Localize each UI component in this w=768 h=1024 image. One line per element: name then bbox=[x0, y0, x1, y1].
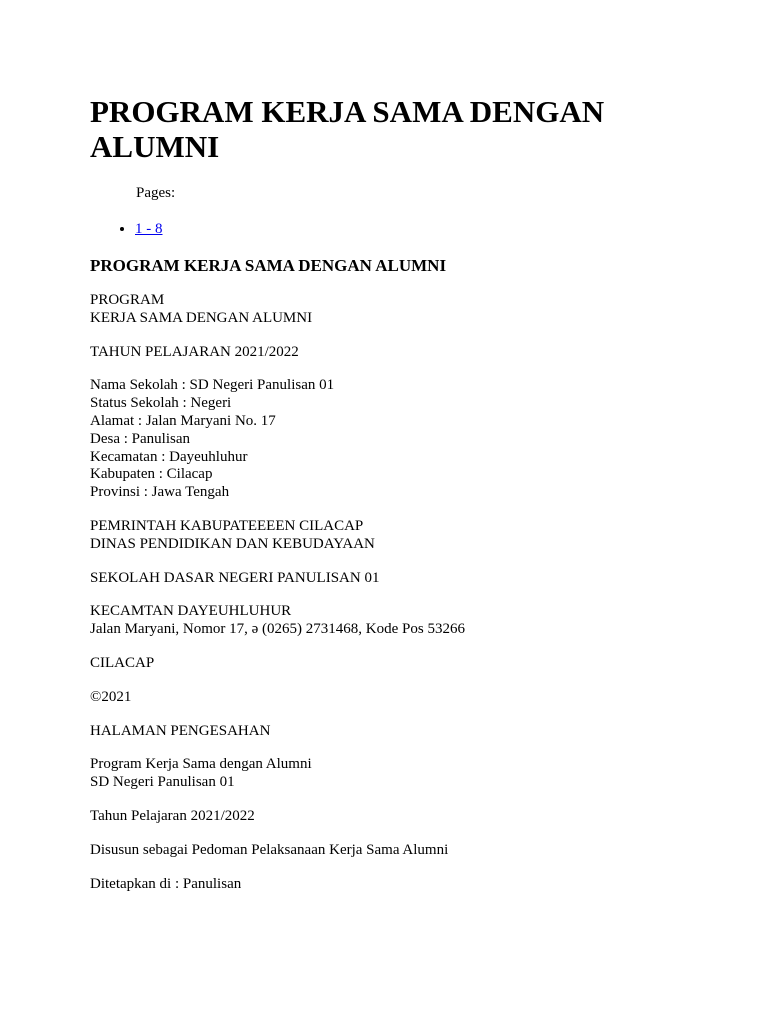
text-line: Jalan Maryani, Nomor 17, ə (0265) 2731468, Kode Pos 53266 bbox=[90, 621, 465, 638]
text-line: PEMRINTAH KABUPATEEEEN CILACAP bbox=[90, 517, 364, 534]
text-line: Nama Sekolah : SD Negeri Panulisan 01 bbox=[90, 377, 335, 394]
text-line: KERJA SAMA DENGAN ALUMNI bbox=[90, 309, 313, 326]
text-line: Alamat : Jalan Maryani No. 17 bbox=[90, 412, 276, 429]
text-paragraph bbox=[90, 603, 710, 639]
text-line: Kecamatan : Dayeuhluhur bbox=[90, 448, 248, 465]
text-line: CILACAP bbox=[90, 654, 155, 671]
text-line: Ditetapkan di : Panulisan bbox=[90, 875, 242, 892]
text-line: DINAS PENDIDIKAN DAN KEBUDAYAAN bbox=[90, 535, 375, 552]
text-paragraph bbox=[90, 655, 710, 673]
text-paragraph bbox=[90, 377, 710, 502]
text-paragraph bbox=[90, 723, 710, 741]
document-page bbox=[90, 94, 710, 893]
text-paragraph bbox=[90, 876, 710, 894]
text-line: Program Kerja Sama dengan Alumni bbox=[90, 756, 312, 773]
text-paragraph bbox=[90, 689, 710, 707]
document-body bbox=[90, 292, 710, 893]
document-subtitle: PROGRAM KERJA SAMA DENGAN ALUMNI bbox=[90, 256, 447, 275]
text-paragraph bbox=[90, 518, 710, 554]
text-line: SD Negeri Panulisan 01 bbox=[90, 774, 235, 791]
page-range-list bbox=[90, 220, 710, 238]
text-paragraph bbox=[90, 842, 710, 860]
text-line: Desa : Panulisan bbox=[90, 430, 190, 447]
text-line: HALAMAN PENGESAHAN bbox=[90, 722, 271, 739]
text-paragraph bbox=[90, 292, 710, 328]
text-line: Status Sekolah : Negeri bbox=[90, 395, 232, 412]
text-line: PROGRAM bbox=[90, 292, 165, 308]
text-line: Kabupaten : Cilacap bbox=[90, 466, 213, 483]
text-line: Provinsi : Jawa Tengah bbox=[90, 484, 230, 501]
text-line: Disusun sebagai Pedoman Pelaksanaan Kerja Sama Alumni bbox=[90, 841, 449, 858]
text-line: KECAMTAN DAYEUHLUHUR bbox=[90, 603, 292, 620]
text-line: TAHUN PELAJARAN 2021/2022 bbox=[90, 343, 299, 360]
page-range-item bbox=[135, 220, 710, 238]
document-title: PROGRAM KERJA SAMA DENGAN ALUMNI bbox=[90, 94, 605, 164]
text-line: ©2021 bbox=[90, 688, 132, 705]
text-line: SEKOLAH DASAR NEGERI PANULISAN 01 bbox=[90, 569, 380, 586]
pages-label: Pages: bbox=[136, 185, 176, 201]
page-range-link[interactable]: 1 - 8 bbox=[135, 221, 163, 237]
text-paragraph bbox=[90, 756, 710, 792]
text-line: Tahun Pelajaran 2021/2022 bbox=[90, 807, 255, 824]
text-paragraph bbox=[90, 344, 710, 362]
text-paragraph bbox=[90, 570, 710, 588]
text-paragraph bbox=[90, 808, 710, 826]
